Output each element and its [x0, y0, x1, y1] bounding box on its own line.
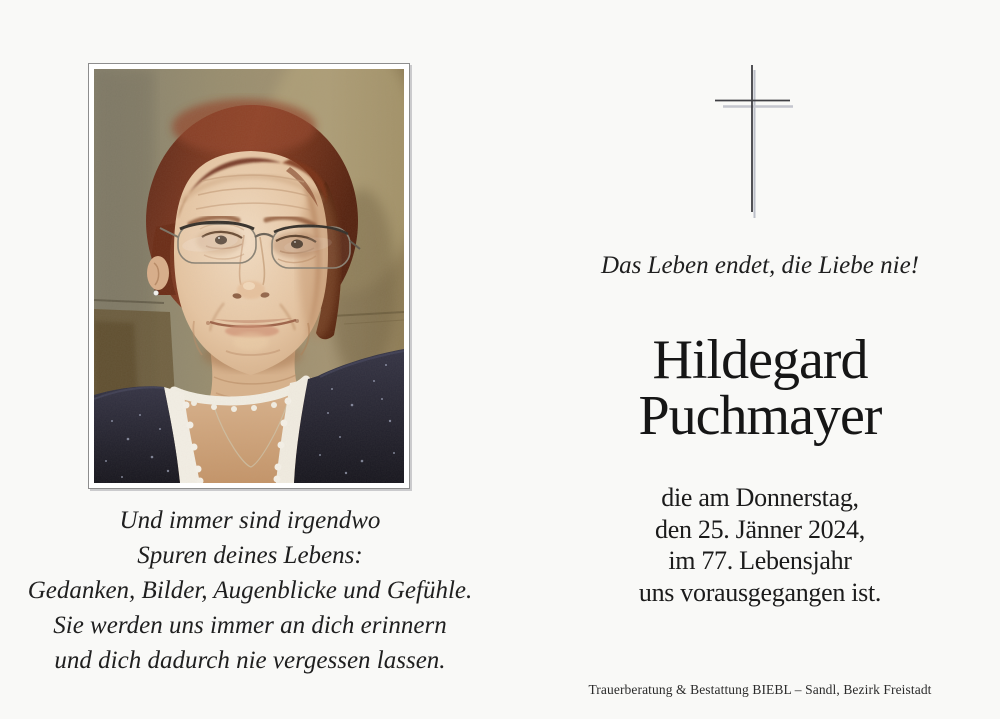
motto: Das Leben endet, die Liebe nie! — [601, 252, 919, 279]
passing-line: im 77. Lebensjahr — [668, 546, 852, 575]
deceased-first-name: Hildegard — [652, 329, 868, 391]
passing-line: uns vorausgegangen ist. — [638, 577, 882, 607]
poem-line: Und immer sind irgendwo — [119, 507, 381, 534]
funeral-home-credit: Trauerberatung & Bestattung BIEBL – Sandl, Bezirk Freistadt — [588, 682, 932, 697]
poem-line: Spuren deines Lebens: — [137, 542, 363, 569]
portrait-photo — [94, 69, 404, 483]
passing-line: den 25. Jänner 2024, — [655, 514, 865, 544]
cross-icon — [690, 58, 820, 223]
poem-line: Sie werden uns immer an dich erinnern — [53, 612, 447, 639]
passing-line: die am Donnerstag, — [661, 483, 859, 512]
passing-details — [520, 482, 1000, 608]
photo-frame — [88, 63, 410, 489]
poem-line: und dich dadurch nie vergessen lassen. — [54, 647, 446, 674]
poem-line: Gedanken, Bilder, Augenblicke und Gefühle. — [27, 577, 473, 604]
deceased-name — [520, 329, 1000, 447]
poem — [0, 503, 500, 678]
deceased-last-name: Puchmayer — [638, 385, 882, 447]
